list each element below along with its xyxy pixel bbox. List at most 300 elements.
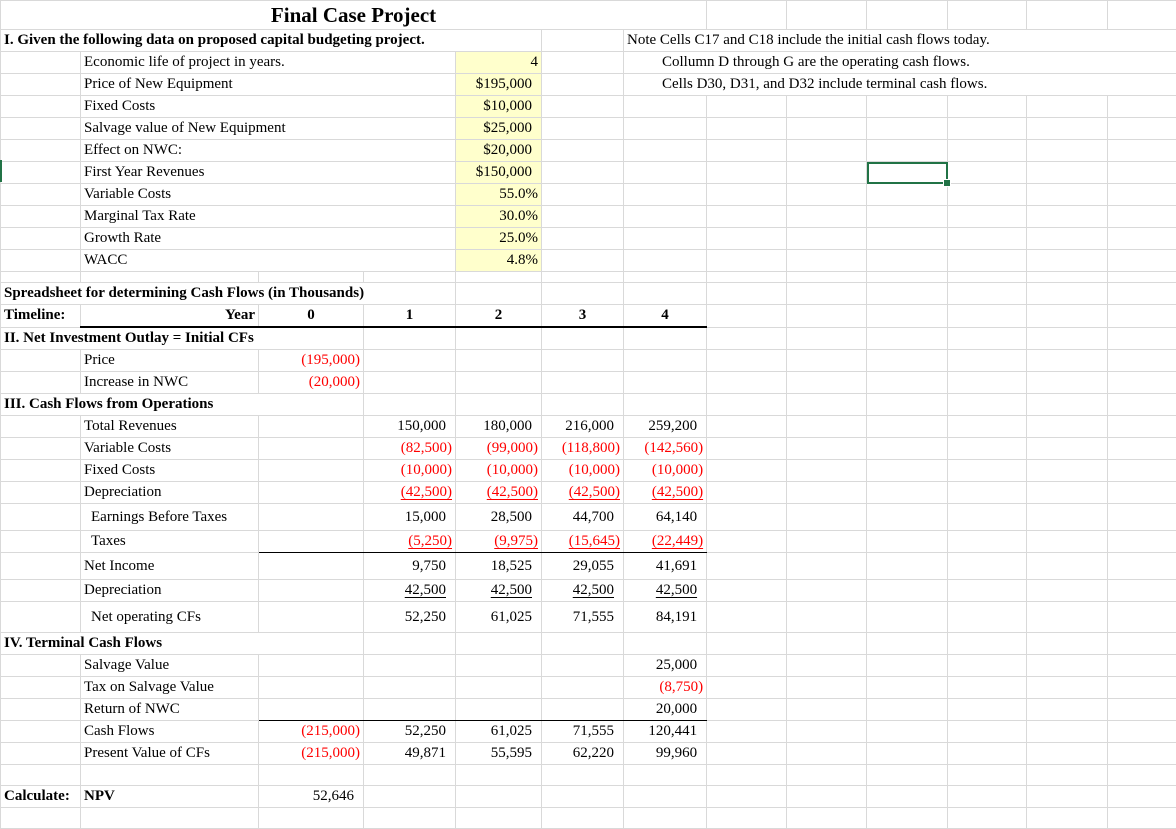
- cell[interactable]: [867, 416, 948, 438]
- cell[interactable]: [1108, 1, 1176, 30]
- row-label[interactable]: Taxes: [81, 531, 259, 553]
- row-label[interactable]: Variable Costs: [81, 438, 259, 460]
- cell[interactable]: [948, 655, 1027, 677]
- cell[interactable]: [542, 808, 624, 829]
- value-cell[interactable]: [456, 580, 542, 602]
- cell[interactable]: [787, 184, 867, 206]
- cell[interactable]: [1108, 283, 1176, 305]
- cell[interactable]: [259, 602, 364, 633]
- cell[interactable]: [948, 531, 1027, 553]
- cell[interactable]: [1027, 504, 1108, 531]
- cell[interactable]: [948, 250, 1027, 272]
- cell[interactable]: [1027, 118, 1108, 140]
- cell[interactable]: [787, 283, 867, 305]
- cell[interactable]: [364, 765, 456, 786]
- row-label[interactable]: Depreciation: [81, 580, 259, 602]
- cell[interactable]: [707, 460, 787, 482]
- cell[interactable]: [1, 580, 81, 602]
- cell[interactable]: [259, 482, 364, 504]
- cell[interactable]: [867, 350, 948, 372]
- cell[interactable]: [1, 228, 81, 250]
- input-value[interactable]: $10,000: [456, 96, 542, 118]
- value-cell[interactable]: [542, 580, 624, 602]
- value-cell[interactable]: (20,000): [259, 372, 364, 394]
- cell[interactable]: [787, 699, 867, 721]
- cell[interactable]: [542, 250, 624, 272]
- cell[interactable]: [867, 1, 948, 30]
- cell[interactable]: [1027, 1, 1108, 30]
- cell[interactable]: [542, 30, 624, 52]
- cell[interactable]: [867, 372, 948, 394]
- value-cell[interactable]: 52,250: [364, 721, 456, 743]
- cell[interactable]: [1, 765, 81, 786]
- cell[interactable]: [948, 283, 1027, 305]
- cell[interactable]: [259, 808, 364, 829]
- cell[interactable]: [1108, 372, 1176, 394]
- cell[interactable]: [707, 438, 787, 460]
- year-header[interactable]: 3: [542, 305, 624, 328]
- cell[interactable]: [867, 504, 948, 531]
- cell[interactable]: [1027, 206, 1108, 228]
- cell[interactable]: [948, 372, 1027, 394]
- cell[interactable]: [1108, 350, 1176, 372]
- input-value[interactable]: 4.8%: [456, 250, 542, 272]
- cell[interactable]: [364, 327, 456, 350]
- value-cell[interactable]: (195,000): [259, 350, 364, 372]
- row-label[interactable]: Net operating CFs: [81, 602, 259, 633]
- cell[interactable]: [867, 327, 948, 350]
- row-label[interactable]: Total Revenues: [81, 416, 259, 438]
- cell[interactable]: [1, 553, 81, 580]
- cell[interactable]: [1108, 743, 1176, 765]
- cell[interactable]: [1108, 206, 1176, 228]
- value-cell[interactable]: [364, 531, 456, 553]
- cell[interactable]: [624, 327, 707, 350]
- cell[interactable]: [787, 96, 867, 118]
- cell[interactable]: [1108, 118, 1176, 140]
- value-cell[interactable]: [624, 531, 707, 553]
- value-cell[interactable]: [542, 460, 624, 482]
- cell[interactable]: [707, 327, 787, 350]
- value-cell[interactable]: [542, 438, 624, 460]
- value-cell[interactable]: [542, 531, 624, 553]
- value-cell[interactable]: [364, 416, 456, 438]
- cell[interactable]: [81, 765, 259, 786]
- cell[interactable]: [364, 633, 456, 655]
- cell[interactable]: [1, 721, 81, 743]
- year-header[interactable]: 4: [624, 305, 707, 328]
- cell[interactable]: [1108, 305, 1176, 328]
- cell[interactable]: [1108, 699, 1176, 721]
- cell[interactable]: [1, 74, 81, 96]
- value-cell[interactable]: [624, 438, 707, 460]
- cell[interactable]: [787, 765, 867, 786]
- cell[interactable]: [867, 531, 948, 553]
- cell[interactable]: [707, 808, 787, 829]
- cell[interactable]: [1108, 272, 1176, 283]
- year-header[interactable]: 1: [364, 305, 456, 328]
- value-cell[interactable]: [456, 602, 542, 633]
- value-cell[interactable]: [624, 580, 707, 602]
- cell[interactable]: [948, 184, 1027, 206]
- value-cell[interactable]: [364, 438, 456, 460]
- year-label[interactable]: Year: [81, 305, 259, 328]
- input-label[interactable]: Price of New Equipment: [81, 74, 456, 96]
- cell[interactable]: [624, 808, 707, 829]
- input-label[interactable]: Fixed Costs: [81, 96, 456, 118]
- cell[interactable]: [948, 394, 1027, 416]
- cell[interactable]: [542, 633, 624, 655]
- cell[interactable]: [1027, 350, 1108, 372]
- cell[interactable]: [1, 118, 81, 140]
- cell[interactable]: [787, 460, 867, 482]
- cell[interactable]: [948, 96, 1027, 118]
- cell[interactable]: [867, 786, 948, 808]
- cell[interactable]: [948, 305, 1027, 328]
- section-heading-outlay[interactable]: II. Net Investment Outlay = Initial CFs: [1, 327, 364, 350]
- cell[interactable]: [1027, 140, 1108, 162]
- cell[interactable]: [948, 743, 1027, 765]
- input-value[interactable]: 30.0%: [456, 206, 542, 228]
- cell[interactable]: [1027, 602, 1108, 633]
- cell[interactable]: [364, 372, 456, 394]
- input-label[interactable]: Salvage value of New Equipment: [81, 118, 456, 140]
- cell[interactable]: [1108, 677, 1176, 699]
- cell[interactable]: [456, 699, 542, 721]
- cell[interactable]: [1, 808, 81, 829]
- cell[interactable]: [624, 350, 707, 372]
- cell[interactable]: [787, 580, 867, 602]
- cell[interactable]: [1027, 372, 1108, 394]
- cell[interactable]: [707, 184, 787, 206]
- row-label[interactable]: Price: [81, 350, 259, 372]
- cell[interactable]: [948, 504, 1027, 531]
- cell[interactable]: [624, 786, 707, 808]
- selected-cell[interactable]: [867, 162, 948, 184]
- cell[interactable]: [867, 250, 948, 272]
- cell[interactable]: [364, 350, 456, 372]
- cell[interactable]: [259, 699, 364, 721]
- cell[interactable]: [1108, 633, 1176, 655]
- cell[interactable]: [1108, 140, 1176, 162]
- cell[interactable]: [542, 677, 624, 699]
- cell[interactable]: [1108, 531, 1176, 553]
- cell[interactable]: [542, 206, 624, 228]
- cell[interactable]: [1108, 460, 1176, 482]
- cell[interactable]: [707, 482, 787, 504]
- cell[interactable]: [1, 184, 81, 206]
- cell[interactable]: [707, 677, 787, 699]
- note-line[interactable]: Note Cells C17 and C18 include the initial cash flows today.: [624, 30, 1176, 52]
- cell[interactable]: [456, 283, 542, 305]
- calculate-label[interactable]: Calculate:: [1, 786, 81, 808]
- cell[interactable]: [948, 633, 1027, 655]
- cell[interactable]: [456, 655, 542, 677]
- cell[interactable]: [456, 272, 542, 283]
- cell[interactable]: [542, 327, 624, 350]
- cell[interactable]: [787, 228, 867, 250]
- cell[interactable]: [707, 118, 787, 140]
- cell[interactable]: [542, 162, 624, 184]
- value-cell[interactable]: (215,000): [259, 743, 364, 765]
- cell[interactable]: [948, 580, 1027, 602]
- cell[interactable]: [787, 272, 867, 283]
- value-cell[interactable]: [624, 416, 707, 438]
- value-cell[interactable]: [542, 416, 624, 438]
- cell[interactable]: [707, 162, 787, 184]
- cell[interactable]: [1027, 394, 1108, 416]
- value-cell[interactable]: [624, 553, 707, 580]
- value-cell[interactable]: [456, 553, 542, 580]
- cell[interactable]: [1, 602, 81, 633]
- cell[interactable]: [1, 350, 81, 372]
- cell[interactable]: [1108, 250, 1176, 272]
- cell[interactable]: [948, 765, 1027, 786]
- cell[interactable]: [707, 765, 787, 786]
- cell[interactable]: [1027, 416, 1108, 438]
- cell[interactable]: [624, 250, 707, 272]
- row-label[interactable]: Increase in NWC: [81, 372, 259, 394]
- section-heading-given[interactable]: I. Given the following data on proposed capital budgeting project.: [1, 30, 542, 52]
- cell[interactable]: [707, 394, 787, 416]
- value-cell[interactable]: [456, 438, 542, 460]
- cell[interactable]: [542, 786, 624, 808]
- cell[interactable]: [707, 416, 787, 438]
- cell[interactable]: [787, 350, 867, 372]
- cell[interactable]: [542, 655, 624, 677]
- cell[interactable]: [259, 272, 364, 283]
- cell[interactable]: [364, 272, 456, 283]
- cell[interactable]: [624, 162, 707, 184]
- cell[interactable]: [624, 184, 707, 206]
- input-value[interactable]: 4: [456, 52, 542, 74]
- cell[interactable]: [787, 438, 867, 460]
- cell[interactable]: [542, 140, 624, 162]
- cell[interactable]: [1, 655, 81, 677]
- cell[interactable]: [1027, 677, 1108, 699]
- cell[interactable]: [707, 372, 787, 394]
- cell[interactable]: [624, 206, 707, 228]
- cell[interactable]: [624, 372, 707, 394]
- row-label[interactable]: Salvage Value: [81, 655, 259, 677]
- input-label[interactable]: First Year Revenues: [81, 162, 456, 184]
- cell[interactable]: [948, 272, 1027, 283]
- cell[interactable]: [1027, 184, 1108, 206]
- value-cell[interactable]: [456, 482, 542, 504]
- cell[interactable]: [1108, 721, 1176, 743]
- cell[interactable]: [948, 118, 1027, 140]
- input-value[interactable]: $20,000: [456, 140, 542, 162]
- cell[interactable]: [787, 808, 867, 829]
- note-line[interactable]: Cells D30, D31, and D32 include terminal cash flows.: [624, 74, 1176, 96]
- cell[interactable]: [624, 96, 707, 118]
- cell[interactable]: [867, 118, 948, 140]
- cell[interactable]: [456, 327, 542, 350]
- value-cell[interactable]: [456, 460, 542, 482]
- cell[interactable]: [1108, 765, 1176, 786]
- cell[interactable]: [867, 765, 948, 786]
- spreadsheet-heading[interactable]: Spreadsheet for determining Cash Flows (in Thousands): [1, 283, 456, 305]
- cell[interactable]: [624, 228, 707, 250]
- cell[interactable]: [867, 460, 948, 482]
- cell[interactable]: [542, 96, 624, 118]
- cell[interactable]: [259, 580, 364, 602]
- cell[interactable]: [1108, 553, 1176, 580]
- cell[interactable]: [1, 162, 81, 184]
- cell[interactable]: [1, 699, 81, 721]
- cell[interactable]: [867, 272, 948, 283]
- cell[interactable]: [707, 553, 787, 580]
- cell[interactable]: [542, 118, 624, 140]
- cell[interactable]: [259, 765, 364, 786]
- cell[interactable]: [867, 633, 948, 655]
- cell[interactable]: [456, 372, 542, 394]
- cell[interactable]: [456, 808, 542, 829]
- value-cell[interactable]: [364, 504, 456, 531]
- cell[interactable]: [787, 250, 867, 272]
- cell[interactable]: [867, 677, 948, 699]
- input-value[interactable]: $150,000: [456, 162, 542, 184]
- cell[interactable]: [1027, 721, 1108, 743]
- cell[interactable]: [1027, 305, 1108, 328]
- row-label[interactable]: Net Income: [81, 553, 259, 580]
- value-cell[interactable]: 55,595: [456, 743, 542, 765]
- cell[interactable]: [1, 416, 81, 438]
- value-cell[interactable]: [364, 460, 456, 482]
- cell[interactable]: [787, 327, 867, 350]
- cell[interactable]: [364, 677, 456, 699]
- cell[interactable]: [707, 305, 787, 328]
- cell[interactable]: [948, 721, 1027, 743]
- cell[interactable]: [867, 743, 948, 765]
- cell[interactable]: [1027, 699, 1108, 721]
- cell[interactable]: [707, 283, 787, 305]
- cell[interactable]: [542, 372, 624, 394]
- cell[interactable]: [1027, 580, 1108, 602]
- cell[interactable]: [787, 743, 867, 765]
- cell[interactable]: [259, 504, 364, 531]
- cell[interactable]: [259, 416, 364, 438]
- value-cell[interactable]: [542, 602, 624, 633]
- value-cell[interactable]: [542, 482, 624, 504]
- cell[interactable]: [707, 580, 787, 602]
- note-line[interactable]: Collumn D through G are the operating cash flows.: [624, 52, 1176, 74]
- cell[interactable]: [707, 272, 787, 283]
- value-cell[interactable]: 25,000: [624, 655, 707, 677]
- cell[interactable]: [364, 655, 456, 677]
- cell[interactable]: [542, 272, 624, 283]
- cell[interactable]: [948, 460, 1027, 482]
- cell[interactable]: [867, 305, 948, 328]
- cell[interactable]: [1, 504, 81, 531]
- input-label[interactable]: Economic life of project in years.: [81, 52, 456, 74]
- cell[interactable]: [787, 372, 867, 394]
- cell[interactable]: [948, 786, 1027, 808]
- cell[interactable]: [867, 699, 948, 721]
- cell[interactable]: [707, 743, 787, 765]
- cell[interactable]: [948, 553, 1027, 580]
- cell[interactable]: [867, 184, 948, 206]
- cell[interactable]: [624, 283, 707, 305]
- cell[interactable]: [867, 482, 948, 504]
- cell[interactable]: [1027, 655, 1108, 677]
- cell[interactable]: [948, 228, 1027, 250]
- cell[interactable]: [787, 504, 867, 531]
- cell[interactable]: [1027, 250, 1108, 272]
- cell[interactable]: [707, 228, 787, 250]
- cell[interactable]: [1027, 482, 1108, 504]
- cell[interactable]: [787, 786, 867, 808]
- cell[interactable]: [81, 272, 259, 283]
- cell[interactable]: [707, 504, 787, 531]
- cell[interactable]: [707, 140, 787, 162]
- cell[interactable]: [707, 655, 787, 677]
- cell[interactable]: [624, 140, 707, 162]
- cell[interactable]: [787, 531, 867, 553]
- cell[interactable]: [624, 765, 707, 786]
- cell[interactable]: [948, 602, 1027, 633]
- cell[interactable]: [867, 808, 948, 829]
- cell[interactable]: [1, 438, 81, 460]
- sheet-title[interactable]: Final Case Project: [1, 1, 707, 30]
- cell[interactable]: [364, 699, 456, 721]
- cell[interactable]: [1, 52, 81, 74]
- value-cell[interactable]: 62,220: [542, 743, 624, 765]
- cell[interactable]: [364, 786, 456, 808]
- cell[interactable]: [948, 438, 1027, 460]
- cell[interactable]: [1108, 394, 1176, 416]
- cell[interactable]: [1027, 553, 1108, 580]
- cell[interactable]: [707, 602, 787, 633]
- row-label[interactable]: Present Value of CFs: [81, 743, 259, 765]
- value-cell[interactable]: [542, 553, 624, 580]
- cell[interactable]: [542, 283, 624, 305]
- cell[interactable]: [867, 228, 948, 250]
- row-label[interactable]: Fixed Costs: [81, 460, 259, 482]
- cell[interactable]: [1, 140, 81, 162]
- cell[interactable]: [1108, 580, 1176, 602]
- value-cell[interactable]: 49,871: [364, 743, 456, 765]
- cell[interactable]: [707, 206, 787, 228]
- cell[interactable]: [1027, 327, 1108, 350]
- value-cell[interactable]: 99,960: [624, 743, 707, 765]
- cell[interactable]: [948, 350, 1027, 372]
- cell[interactable]: [948, 699, 1027, 721]
- cell[interactable]: [1108, 602, 1176, 633]
- cell[interactable]: [787, 482, 867, 504]
- cell[interactable]: [456, 786, 542, 808]
- cell[interactable]: [1, 96, 81, 118]
- value-cell[interactable]: 20,000: [624, 699, 707, 721]
- cell[interactable]: [707, 250, 787, 272]
- cell[interactable]: [787, 140, 867, 162]
- cell[interactable]: [1108, 96, 1176, 118]
- cell[interactable]: [1, 677, 81, 699]
- cell[interactable]: [456, 677, 542, 699]
- cell[interactable]: [456, 350, 542, 372]
- cell[interactable]: [948, 162, 1027, 184]
- cell[interactable]: [948, 482, 1027, 504]
- row-label[interactable]: Cash Flows: [81, 721, 259, 743]
- cell[interactable]: [456, 394, 542, 416]
- cell[interactable]: [1108, 228, 1176, 250]
- cell[interactable]: [1027, 786, 1108, 808]
- cell[interactable]: [624, 394, 707, 416]
- section-heading-terminal[interactable]: IV. Terminal Cash Flows: [1, 633, 364, 655]
- cell[interactable]: [948, 416, 1027, 438]
- cell[interactable]: [948, 808, 1027, 829]
- cell[interactable]: [1108, 416, 1176, 438]
